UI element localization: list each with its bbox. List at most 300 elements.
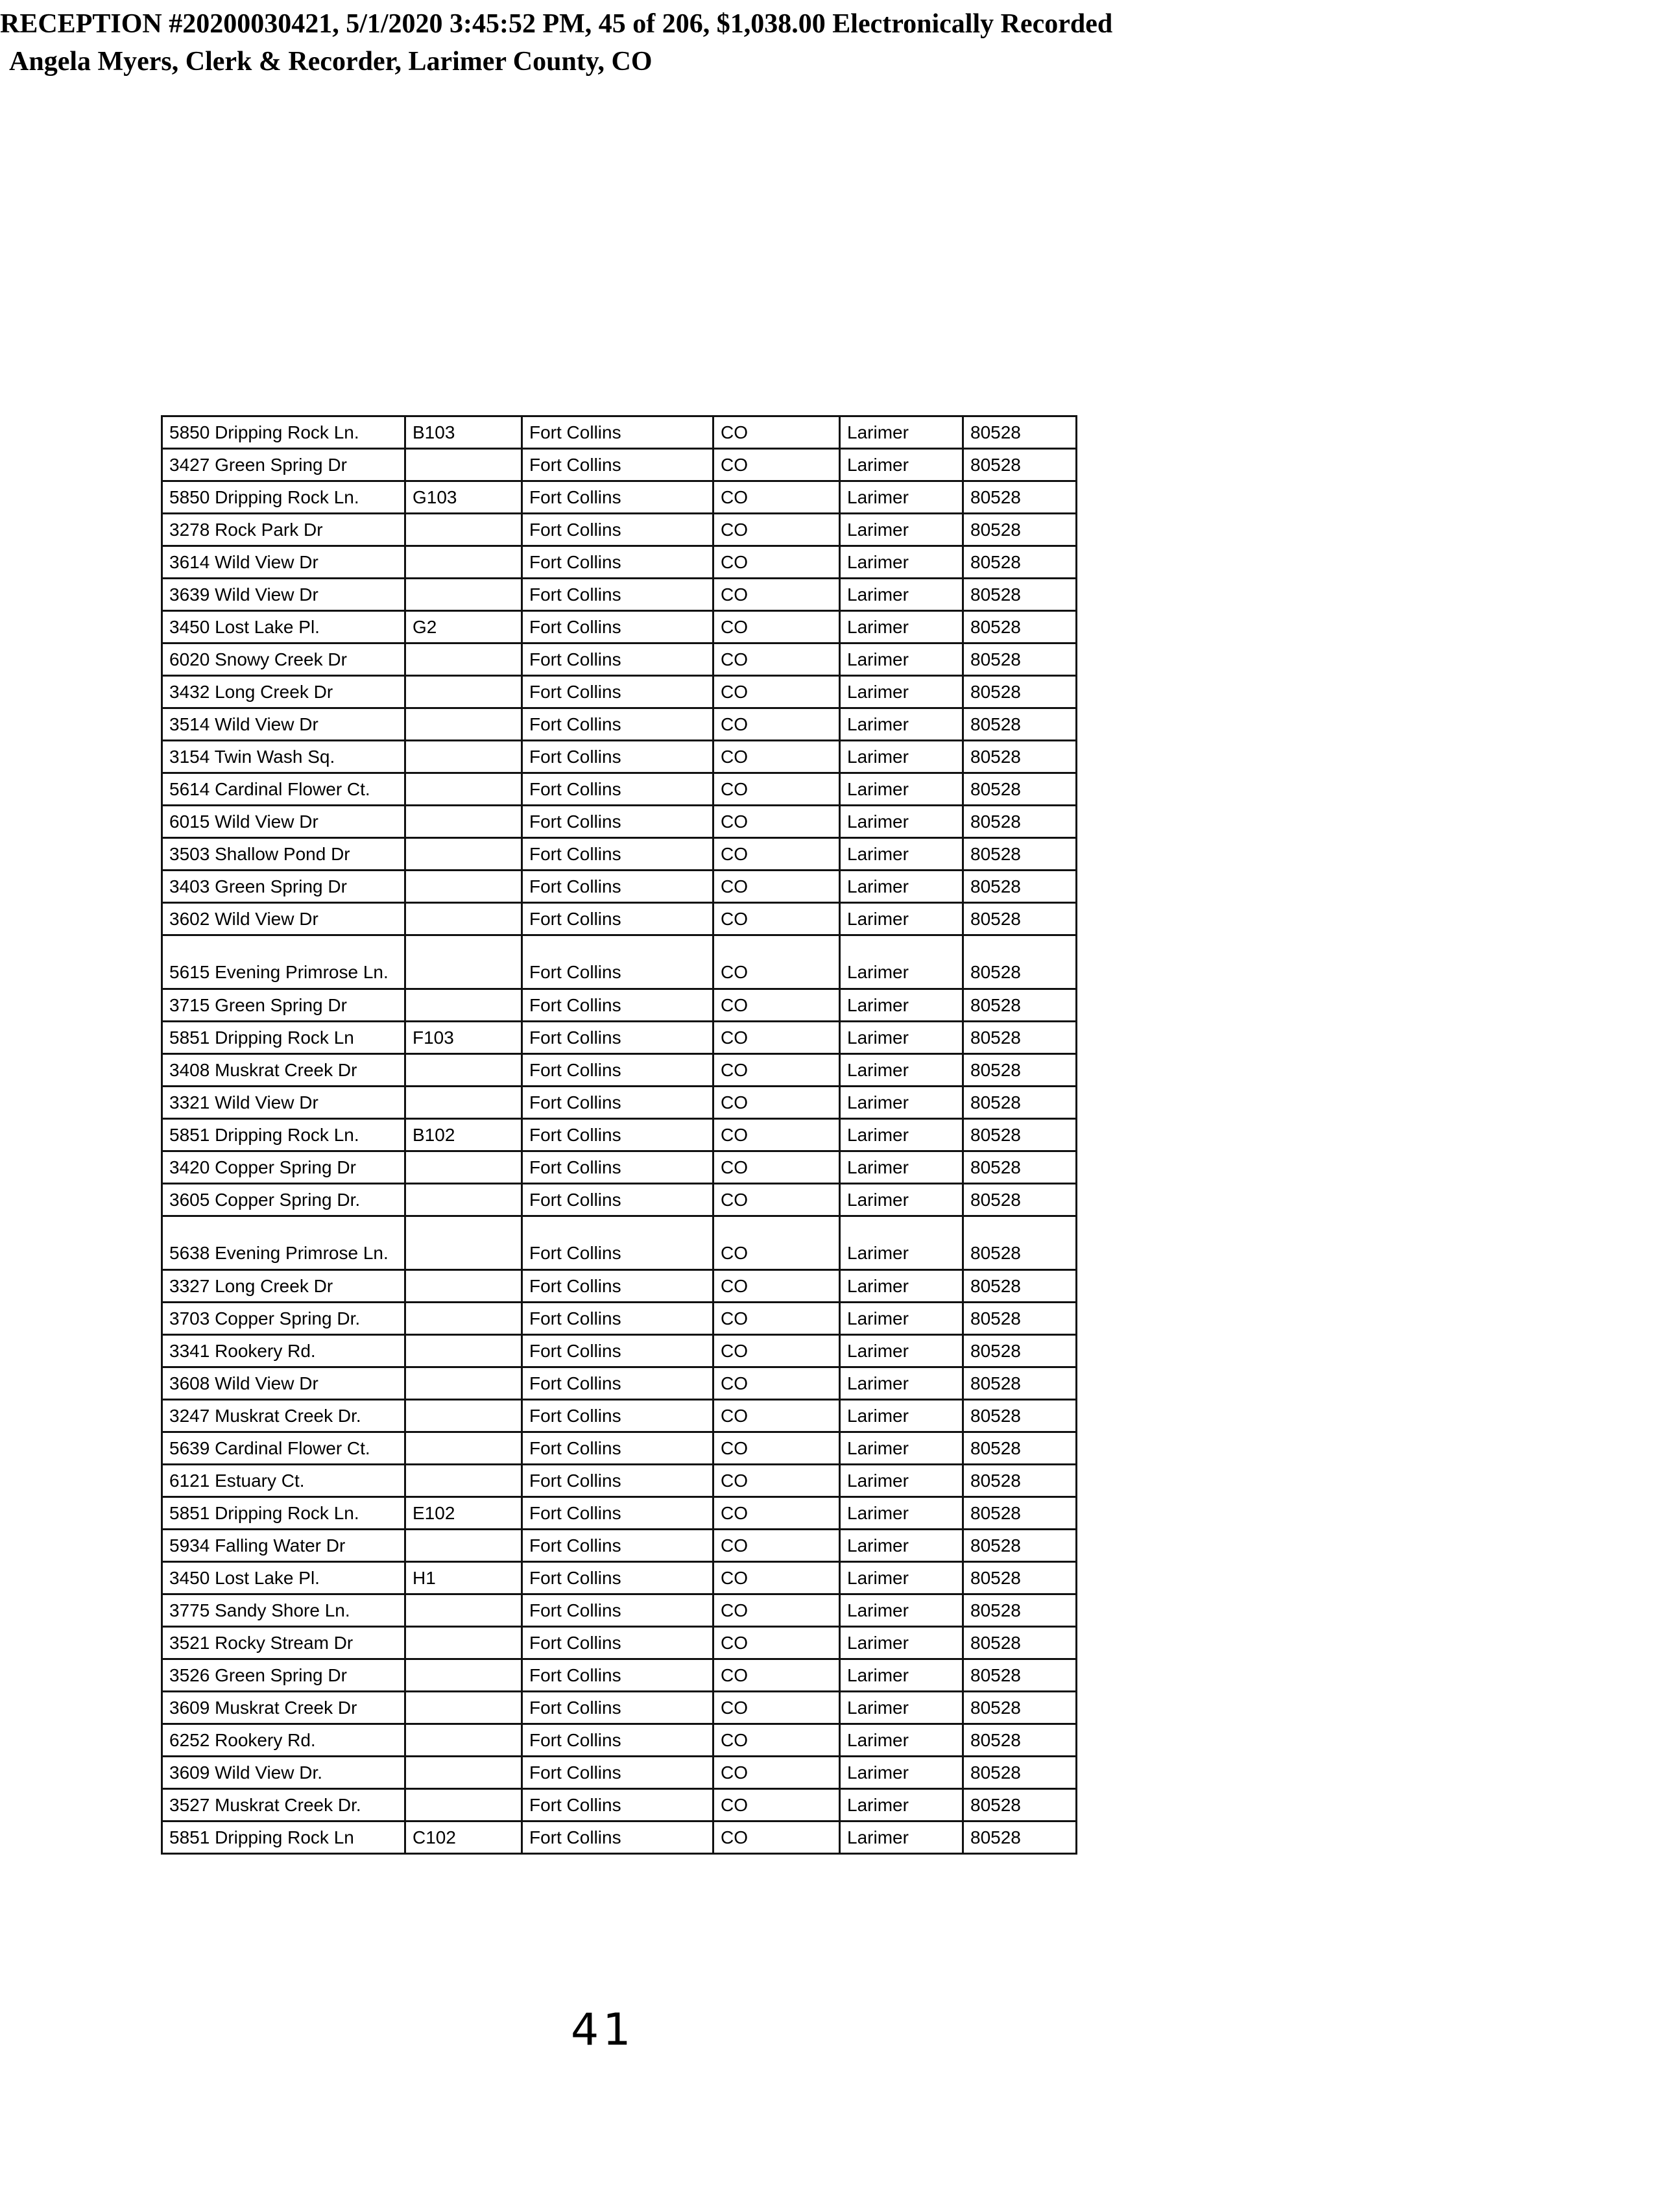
address-table-body xyxy=(162,416,1077,1854)
table-row xyxy=(162,1594,1077,1627)
zip-cell: 80528 xyxy=(963,1303,1077,1335)
unit-cell xyxy=(405,676,522,708)
table-row xyxy=(162,1054,1077,1087)
table-row xyxy=(162,989,1077,1022)
state-cell: CO xyxy=(713,1562,840,1594)
unit-cell xyxy=(405,1724,522,1757)
city-cell: Fort Collins xyxy=(522,611,713,643)
table-row xyxy=(162,643,1077,676)
state-cell: CO xyxy=(713,1659,840,1692)
address-cell: 5851 Dripping Rock Ln xyxy=(162,1022,405,1054)
zip-cell: 80528 xyxy=(963,1367,1077,1400)
county-cell: Larimer xyxy=(840,1659,963,1692)
unit-cell xyxy=(405,546,522,579)
state-cell: CO xyxy=(713,416,840,449)
unit-cell: B103 xyxy=(405,416,522,449)
county-cell: Larimer xyxy=(840,1530,963,1562)
address-table-container xyxy=(161,415,1075,1855)
address-cell: 3514 Wild View Dr xyxy=(162,708,405,741)
county-cell: Larimer xyxy=(840,1432,963,1465)
state-cell: CO xyxy=(713,1724,840,1757)
unit-cell xyxy=(405,935,522,989)
state-cell: CO xyxy=(713,1151,840,1184)
address-cell: 5615 Evening Primrose Ln. xyxy=(162,935,405,989)
table-row xyxy=(162,514,1077,546)
zip-cell: 80528 xyxy=(963,1151,1077,1184)
address-cell: 3521 Rocky Stream Dr xyxy=(162,1627,405,1659)
state-cell: CO xyxy=(713,741,840,773)
county-cell: Larimer xyxy=(840,1627,963,1659)
table-row xyxy=(162,676,1077,708)
address-cell: 3327 Long Creek Dr xyxy=(162,1270,405,1303)
city-cell: Fort Collins xyxy=(522,1151,713,1184)
unit-cell xyxy=(405,1432,522,1465)
zip-cell: 80528 xyxy=(963,1562,1077,1594)
unit-cell xyxy=(405,1627,522,1659)
zip-cell: 80528 xyxy=(963,676,1077,708)
unit-cell xyxy=(405,1184,522,1216)
address-cell: 3609 Muskrat Creek Dr xyxy=(162,1692,405,1724)
city-cell: Fort Collins xyxy=(522,1119,713,1151)
table-row xyxy=(162,611,1077,643)
county-cell: Larimer xyxy=(840,1821,963,1854)
city-cell: Fort Collins xyxy=(522,1184,713,1216)
county-cell: Larimer xyxy=(840,1367,963,1400)
table-row xyxy=(162,1400,1077,1432)
state-cell: CO xyxy=(713,1400,840,1432)
city-cell: Fort Collins xyxy=(522,903,713,935)
address-cell: 5638 Evening Primrose Ln. xyxy=(162,1216,405,1270)
state-cell: CO xyxy=(713,1022,840,1054)
county-cell: Larimer xyxy=(840,1054,963,1087)
county-cell: Larimer xyxy=(840,871,963,903)
address-cell: 3408 Muskrat Creek Dr xyxy=(162,1054,405,1087)
zip-cell: 80528 xyxy=(963,1627,1077,1659)
zip-cell: 80528 xyxy=(963,1022,1077,1054)
table-row xyxy=(162,1216,1077,1270)
table-row xyxy=(162,1270,1077,1303)
zip-cell: 80528 xyxy=(963,416,1077,449)
unit-cell: G2 xyxy=(405,611,522,643)
unit-cell: C102 xyxy=(405,1821,522,1854)
unit-cell: B102 xyxy=(405,1119,522,1151)
county-cell: Larimer xyxy=(840,903,963,935)
city-cell: Fort Collins xyxy=(522,1562,713,1594)
address-cell: 5934 Falling Water Dr xyxy=(162,1530,405,1562)
city-cell: Fort Collins xyxy=(522,643,713,676)
county-cell: Larimer xyxy=(840,1497,963,1530)
city-cell: Fort Collins xyxy=(522,1497,713,1530)
county-cell: Larimer xyxy=(840,611,963,643)
city-cell: Fort Collins xyxy=(522,1335,713,1367)
address-cell: 3247 Muskrat Creek Dr. xyxy=(162,1400,405,1432)
address-cell: 5851 Dripping Rock Ln. xyxy=(162,1119,405,1151)
county-cell: Larimer xyxy=(840,1184,963,1216)
unit-cell xyxy=(405,449,522,481)
zip-cell: 80528 xyxy=(963,643,1077,676)
state-cell: CO xyxy=(713,481,840,514)
address-cell: 3450 Lost Lake Pl. xyxy=(162,611,405,643)
table-row xyxy=(162,1465,1077,1497)
zip-cell: 80528 xyxy=(963,1087,1077,1119)
zip-cell: 80528 xyxy=(963,1184,1077,1216)
unit-cell xyxy=(405,806,522,838)
table-row xyxy=(162,838,1077,871)
county-cell: Larimer xyxy=(840,449,963,481)
address-cell: 3503 Shallow Pond Dr xyxy=(162,838,405,871)
address-cell: 3605 Copper Spring Dr. xyxy=(162,1184,405,1216)
address-cell: 5850 Dripping Rock Ln. xyxy=(162,416,405,449)
city-cell: Fort Collins xyxy=(522,1216,713,1270)
table-row xyxy=(162,1627,1077,1659)
zip-cell: 80528 xyxy=(963,546,1077,579)
county-cell: Larimer xyxy=(840,1789,963,1821)
state-cell: CO xyxy=(713,676,840,708)
zip-cell: 80528 xyxy=(963,871,1077,903)
table-row xyxy=(162,1303,1077,1335)
address-cell: 6252 Rookery Rd. xyxy=(162,1724,405,1757)
city-cell: Fort Collins xyxy=(522,708,713,741)
address-cell: 3427 Green Spring Dr xyxy=(162,449,405,481)
table-row xyxy=(162,1497,1077,1530)
unit-cell xyxy=(405,1594,522,1627)
city-cell: Fort Collins xyxy=(522,1692,713,1724)
unit-cell xyxy=(405,871,522,903)
county-cell: Larimer xyxy=(840,514,963,546)
state-cell: CO xyxy=(713,1087,840,1119)
address-cell: 3403 Green Spring Dr xyxy=(162,871,405,903)
county-cell: Larimer xyxy=(840,1757,963,1789)
state-cell: CO xyxy=(713,1530,840,1562)
county-cell: Larimer xyxy=(840,1151,963,1184)
table-row xyxy=(162,1335,1077,1367)
recording-header xyxy=(0,5,1112,80)
address-cell: 3608 Wild View Dr xyxy=(162,1367,405,1400)
table-row xyxy=(162,1119,1077,1151)
state-cell: CO xyxy=(713,611,840,643)
unit-cell xyxy=(405,643,522,676)
county-cell: Larimer xyxy=(840,1216,963,1270)
city-cell: Fort Collins xyxy=(522,935,713,989)
zip-cell: 80528 xyxy=(963,1270,1077,1303)
unit-cell xyxy=(405,1335,522,1367)
city-cell: Fort Collins xyxy=(522,989,713,1022)
address-cell: 3703 Copper Spring Dr. xyxy=(162,1303,405,1335)
county-cell: Larimer xyxy=(840,1692,963,1724)
state-cell: CO xyxy=(713,514,840,546)
table-row xyxy=(162,871,1077,903)
unit-cell: G103 xyxy=(405,481,522,514)
zip-cell: 80528 xyxy=(963,838,1077,871)
county-cell: Larimer xyxy=(840,1303,963,1335)
county-cell: Larimer xyxy=(840,989,963,1022)
county-cell: Larimer xyxy=(840,676,963,708)
address-cell: 5851 Dripping Rock Ln xyxy=(162,1821,405,1854)
zip-cell: 80528 xyxy=(963,935,1077,989)
state-cell: CO xyxy=(713,708,840,741)
city-cell: Fort Collins xyxy=(522,514,713,546)
state-cell: CO xyxy=(713,1216,840,1270)
county-cell: Larimer xyxy=(840,1594,963,1627)
table-row xyxy=(162,806,1077,838)
unit-cell xyxy=(405,989,522,1022)
city-cell: Fort Collins xyxy=(522,1303,713,1335)
city-cell: Fort Collins xyxy=(522,1087,713,1119)
county-cell: Larimer xyxy=(840,579,963,611)
state-cell: CO xyxy=(713,773,840,806)
zip-cell: 80528 xyxy=(963,903,1077,935)
unit-cell xyxy=(405,708,522,741)
table-row xyxy=(162,1530,1077,1562)
county-cell: Larimer xyxy=(840,935,963,989)
zip-cell: 80528 xyxy=(963,989,1077,1022)
zip-cell: 80528 xyxy=(963,1497,1077,1530)
county-cell: Larimer xyxy=(840,1400,963,1432)
address-cell: 3614 Wild View Dr xyxy=(162,546,405,579)
city-cell: Fort Collins xyxy=(522,1367,713,1400)
address-cell: 3609 Wild View Dr. xyxy=(162,1757,405,1789)
zip-cell: 80528 xyxy=(963,708,1077,741)
address-cell: 3715 Green Spring Dr xyxy=(162,989,405,1022)
address-cell: 3432 Long Creek Dr xyxy=(162,676,405,708)
unit-cell: H1 xyxy=(405,1562,522,1594)
county-cell: Larimer xyxy=(840,1087,963,1119)
address-cell: 5639 Cardinal Flower Ct. xyxy=(162,1432,405,1465)
address-cell: 3321 Wild View Dr xyxy=(162,1087,405,1119)
county-cell: Larimer xyxy=(840,773,963,806)
state-cell: CO xyxy=(713,1270,840,1303)
state-cell: CO xyxy=(713,871,840,903)
city-cell: Fort Collins xyxy=(522,449,713,481)
unit-cell: E102 xyxy=(405,1497,522,1530)
city-cell: Fort Collins xyxy=(522,871,713,903)
county-cell: Larimer xyxy=(840,838,963,871)
unit-cell xyxy=(405,1659,522,1692)
state-cell: CO xyxy=(713,1789,840,1821)
city-cell: Fort Collins xyxy=(522,1400,713,1432)
unit-cell xyxy=(405,1054,522,1087)
zip-cell: 80528 xyxy=(963,1335,1077,1367)
zip-cell: 80528 xyxy=(963,1530,1077,1562)
state-cell: CO xyxy=(713,1119,840,1151)
city-cell: Fort Collins xyxy=(522,1270,713,1303)
unit-cell xyxy=(405,1367,522,1400)
city-cell: Fort Collins xyxy=(522,1789,713,1821)
address-table xyxy=(161,415,1077,1855)
unit-cell xyxy=(405,1789,522,1821)
zip-cell: 80528 xyxy=(963,1821,1077,1854)
city-cell: Fort Collins xyxy=(522,1432,713,1465)
reception-line: RECEPTION #20200030421, 5/1/2020 3:45:52 PM, 45 of 206, $1,038.00 Electronically Recorded xyxy=(0,9,1113,39)
zip-cell: 80528 xyxy=(963,611,1077,643)
county-cell: Larimer xyxy=(840,806,963,838)
county-cell: Larimer xyxy=(840,1562,963,1594)
table-row xyxy=(162,1151,1077,1184)
table-row xyxy=(162,1821,1077,1854)
county-cell: Larimer xyxy=(840,1335,963,1367)
table-row xyxy=(162,481,1077,514)
zip-cell: 80528 xyxy=(963,1432,1077,1465)
county-cell: Larimer xyxy=(840,708,963,741)
unit-cell: F103 xyxy=(405,1022,522,1054)
zip-cell: 80528 xyxy=(963,806,1077,838)
unit-cell xyxy=(405,514,522,546)
zip-cell: 80528 xyxy=(963,1659,1077,1692)
table-row xyxy=(162,1022,1077,1054)
state-cell: CO xyxy=(713,1335,840,1367)
state-cell: CO xyxy=(713,546,840,579)
county-cell: Larimer xyxy=(840,1119,963,1151)
state-cell: CO xyxy=(713,1692,840,1724)
table-row xyxy=(162,416,1077,449)
state-cell: CO xyxy=(713,1367,840,1400)
state-cell: CO xyxy=(713,449,840,481)
state-cell: CO xyxy=(713,1821,840,1854)
address-cell: 3526 Green Spring Dr xyxy=(162,1659,405,1692)
city-cell: Fort Collins xyxy=(522,676,713,708)
county-cell: Larimer xyxy=(840,481,963,514)
zip-cell: 80528 xyxy=(963,1594,1077,1627)
state-cell: CO xyxy=(713,1054,840,1087)
table-row xyxy=(162,1432,1077,1465)
city-cell: Fort Collins xyxy=(522,838,713,871)
city-cell: Fort Collins xyxy=(522,1659,713,1692)
city-cell: Fort Collins xyxy=(522,546,713,579)
zip-cell: 80528 xyxy=(963,481,1077,514)
zip-cell: 80528 xyxy=(963,449,1077,481)
state-cell: CO xyxy=(713,1594,840,1627)
address-cell: 5614 Cardinal Flower Ct. xyxy=(162,773,405,806)
unit-cell xyxy=(405,1087,522,1119)
county-cell: Larimer xyxy=(840,1022,963,1054)
zip-cell: 80528 xyxy=(963,1054,1077,1087)
zip-cell: 80528 xyxy=(963,741,1077,773)
clerk-line: Angela Myers, Clerk & Recorder, Larimer County, CO xyxy=(9,47,653,77)
unit-cell xyxy=(405,1465,522,1497)
unit-cell xyxy=(405,1400,522,1432)
city-cell: Fort Collins xyxy=(522,1465,713,1497)
county-cell: Larimer xyxy=(840,546,963,579)
address-cell: 3450 Lost Lake Pl. xyxy=(162,1562,405,1594)
address-cell: 5851 Dripping Rock Ln. xyxy=(162,1497,405,1530)
unit-cell xyxy=(405,1692,522,1724)
state-cell: CO xyxy=(713,1432,840,1465)
unit-cell xyxy=(405,1270,522,1303)
table-row xyxy=(162,1087,1077,1119)
handwritten-page-number: 41 xyxy=(571,2004,635,2056)
state-cell: CO xyxy=(713,1303,840,1335)
zip-cell: 80528 xyxy=(963,1400,1077,1432)
address-cell: 3278 Rock Park Dr xyxy=(162,514,405,546)
city-cell: Fort Collins xyxy=(522,1821,713,1854)
city-cell: Fort Collins xyxy=(522,1757,713,1789)
city-cell: Fort Collins xyxy=(522,579,713,611)
address-cell: 6121 Estuary Ct. xyxy=(162,1465,405,1497)
unit-cell xyxy=(405,773,522,806)
table-row xyxy=(162,1562,1077,1594)
address-cell: 3420 Copper Spring Dr xyxy=(162,1151,405,1184)
unit-cell xyxy=(405,903,522,935)
table-row xyxy=(162,935,1077,989)
state-cell: CO xyxy=(713,806,840,838)
zip-cell: 80528 xyxy=(963,773,1077,806)
city-cell: Fort Collins xyxy=(522,806,713,838)
county-cell: Larimer xyxy=(840,643,963,676)
state-cell: CO xyxy=(713,1757,840,1789)
zip-cell: 80528 xyxy=(963,1757,1077,1789)
state-cell: CO xyxy=(713,1497,840,1530)
county-cell: Larimer xyxy=(840,741,963,773)
state-cell: CO xyxy=(713,1465,840,1497)
address-cell: 3639 Wild View Dr xyxy=(162,579,405,611)
city-cell: Fort Collins xyxy=(522,1627,713,1659)
table-row xyxy=(162,1724,1077,1757)
address-cell: 3775 Sandy Shore Ln. xyxy=(162,1594,405,1627)
state-cell: CO xyxy=(713,989,840,1022)
state-cell: CO xyxy=(713,935,840,989)
unit-cell xyxy=(405,1757,522,1789)
state-cell: CO xyxy=(713,838,840,871)
city-cell: Fort Collins xyxy=(522,1594,713,1627)
zip-cell: 80528 xyxy=(963,1216,1077,1270)
county-cell: Larimer xyxy=(840,416,963,449)
address-cell: 5850 Dripping Rock Ln. xyxy=(162,481,405,514)
state-cell: CO xyxy=(713,1627,840,1659)
zip-cell: 80528 xyxy=(963,1465,1077,1497)
county-cell: Larimer xyxy=(840,1724,963,1757)
address-cell: 3154 Twin Wash Sq. xyxy=(162,741,405,773)
table-row xyxy=(162,1789,1077,1821)
address-cell: 3602 Wild View Dr xyxy=(162,903,405,935)
city-cell: Fort Collins xyxy=(522,416,713,449)
city-cell: Fort Collins xyxy=(522,1530,713,1562)
table-row xyxy=(162,708,1077,741)
state-cell: CO xyxy=(713,1184,840,1216)
unit-cell xyxy=(405,579,522,611)
unit-cell xyxy=(405,1530,522,1562)
table-row xyxy=(162,546,1077,579)
table-row xyxy=(162,773,1077,806)
table-row xyxy=(162,1692,1077,1724)
state-cell: CO xyxy=(713,903,840,935)
zip-cell: 80528 xyxy=(963,514,1077,546)
table-row xyxy=(162,579,1077,611)
unit-cell xyxy=(405,741,522,773)
table-row xyxy=(162,449,1077,481)
address-cell: 6020 Snowy Creek Dr xyxy=(162,643,405,676)
city-cell: Fort Collins xyxy=(522,1022,713,1054)
unit-cell xyxy=(405,838,522,871)
city-cell: Fort Collins xyxy=(522,773,713,806)
table-row xyxy=(162,1659,1077,1692)
city-cell: Fort Collins xyxy=(522,1054,713,1087)
county-cell: Larimer xyxy=(840,1465,963,1497)
table-row xyxy=(162,1757,1077,1789)
zip-cell: 80528 xyxy=(963,1119,1077,1151)
address-cell: 6015 Wild View Dr xyxy=(162,806,405,838)
unit-cell xyxy=(405,1151,522,1184)
address-cell: 3341 Rookery Rd. xyxy=(162,1335,405,1367)
table-row xyxy=(162,903,1077,935)
city-cell: Fort Collins xyxy=(522,481,713,514)
state-cell: CO xyxy=(713,579,840,611)
county-cell: Larimer xyxy=(840,1270,963,1303)
address-cell: 3527 Muskrat Creek Dr. xyxy=(162,1789,405,1821)
zip-cell: 80528 xyxy=(963,579,1077,611)
table-row xyxy=(162,1367,1077,1400)
city-cell: Fort Collins xyxy=(522,741,713,773)
zip-cell: 80528 xyxy=(963,1789,1077,1821)
